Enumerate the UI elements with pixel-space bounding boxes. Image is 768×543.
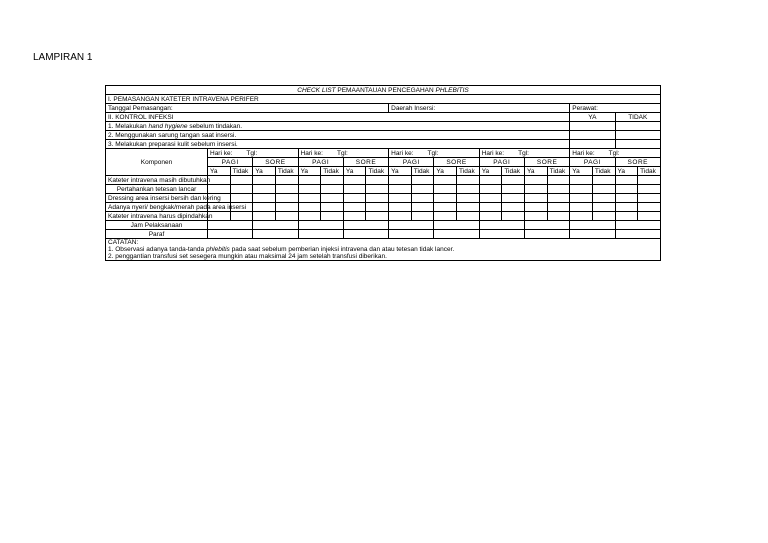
check-cell[interactable] xyxy=(208,185,231,194)
tidak-label: Tidak xyxy=(275,167,298,176)
day-5-pagi: PAGI xyxy=(570,158,615,167)
check-cell[interactable] xyxy=(366,185,389,194)
check-cell[interactable] xyxy=(253,185,276,194)
check-cell[interactable] xyxy=(366,212,389,221)
check-cell[interactable] xyxy=(321,185,344,194)
check-cell[interactable] xyxy=(592,194,615,203)
day-5-header xyxy=(570,149,661,158)
check-cell[interactable] xyxy=(615,185,638,194)
ya-label: Ya xyxy=(524,167,547,176)
check-cell[interactable] xyxy=(479,194,502,203)
check-cell[interactable] xyxy=(524,194,547,203)
day-3-header xyxy=(389,149,480,158)
check-cell[interactable] xyxy=(524,185,547,194)
check-cell[interactable] xyxy=(502,203,525,212)
day-5-sore: SORE xyxy=(615,158,660,167)
jam-cell[interactable] xyxy=(479,221,524,230)
tgl-label: Tgl: xyxy=(427,149,439,157)
paraf-cell[interactable] xyxy=(479,230,524,239)
komponen-label: Dressing area insersi bersih dan kering xyxy=(106,194,208,203)
check-cell[interactable] xyxy=(321,194,344,203)
section-pemasangan: I. PEMASANGAN KATETER INTRAVENA PERIFER xyxy=(106,95,661,104)
kontrol-item-1: 1. Melakukan hand hygiene sebelum tindakan. xyxy=(106,122,570,131)
check-cell[interactable] xyxy=(343,185,366,194)
check-cell[interactable] xyxy=(230,194,253,203)
check-cell[interactable] xyxy=(592,185,615,194)
jam-cell[interactable] xyxy=(524,221,569,230)
hari-ke-label: Hari ke: xyxy=(210,149,233,157)
day-1-pagi: PAGI xyxy=(208,158,253,167)
check-cell[interactable] xyxy=(434,176,457,185)
check-cell[interactable] xyxy=(230,212,253,221)
ya-label: Ya xyxy=(389,167,412,176)
check-cell[interactable] xyxy=(615,194,638,203)
jam-cell[interactable] xyxy=(343,221,388,230)
check-cell[interactable] xyxy=(321,176,344,185)
check-cell[interactable] xyxy=(457,185,480,194)
paraf-label: Paraf xyxy=(106,230,208,239)
check-cell[interactable] xyxy=(547,212,570,221)
check-cell[interactable] xyxy=(479,176,502,185)
kontrol-item-2-tidak[interactable] xyxy=(615,131,660,140)
tidak-label: Tidak xyxy=(547,167,570,176)
catatan-label: CATATAN: xyxy=(108,239,139,246)
jam-cell[interactable] xyxy=(389,221,434,230)
tidak-label: Tidak xyxy=(592,167,615,176)
perawat-label: Perawat: xyxy=(570,104,661,113)
paraf-cell[interactable] xyxy=(343,230,388,239)
day-1-sore: SORE xyxy=(253,158,298,167)
paraf-cell[interactable] xyxy=(298,230,343,239)
kontrol-item-3: 3. Melakukan preparasi kulit sebelum insersi. xyxy=(106,140,570,149)
check-cell[interactable] xyxy=(570,203,593,212)
check-cell[interactable] xyxy=(479,212,502,221)
check-cell[interactable] xyxy=(411,203,434,212)
check-cell[interactable] xyxy=(638,212,661,221)
daerah-insersi-label: Daerah Insersi: xyxy=(389,104,570,113)
paraf-cell[interactable] xyxy=(434,230,479,239)
ya-label: Ya xyxy=(208,167,231,176)
check-cell[interactable] xyxy=(592,212,615,221)
check-cell[interactable] xyxy=(230,176,253,185)
catatan-note-2: 2. penggantian transfusi set sesegera mungkin atau maksimal 24 jam setelah transfusi diberikan. xyxy=(108,253,387,260)
check-cell[interactable] xyxy=(547,176,570,185)
check-cell[interactable] xyxy=(547,185,570,194)
check-cell[interactable] xyxy=(547,203,570,212)
check-cell[interactable] xyxy=(570,212,593,221)
check-cell[interactable] xyxy=(343,212,366,221)
check-cell[interactable] xyxy=(275,185,298,194)
check-cell[interactable] xyxy=(253,203,276,212)
check-cell[interactable] xyxy=(570,194,593,203)
ya-header: YA xyxy=(570,113,615,122)
jam-cell[interactable] xyxy=(253,221,298,230)
check-cell[interactable] xyxy=(615,212,638,221)
paraf-cell[interactable] xyxy=(389,230,434,239)
tidak-label: Tidak xyxy=(502,167,525,176)
check-cell[interactable] xyxy=(434,194,457,203)
check-cell[interactable] xyxy=(434,212,457,221)
ya-label: Ya xyxy=(253,167,276,176)
check-cell[interactable] xyxy=(275,176,298,185)
check-cell[interactable] xyxy=(298,194,321,203)
check-cell[interactable] xyxy=(457,176,480,185)
komponen-row xyxy=(106,176,661,185)
tidak-label: Tidak xyxy=(366,167,389,176)
paraf-cell[interactable] xyxy=(524,230,569,239)
hari-ke-label: Hari ke: xyxy=(391,149,414,157)
day-4-pagi: PAGI xyxy=(479,158,524,167)
kontrol-item-3-tidak[interactable] xyxy=(615,140,660,149)
check-cell[interactable] xyxy=(592,176,615,185)
kontrol-item-2-ya[interactable] xyxy=(570,131,615,140)
tidak-label: Tidak xyxy=(638,167,661,176)
check-cell[interactable] xyxy=(638,176,661,185)
check-cell[interactable] xyxy=(502,176,525,185)
komponen-row xyxy=(106,212,661,221)
hari-ke-label: Hari ke: xyxy=(572,149,595,157)
tgl-label: Tgl: xyxy=(336,149,348,157)
kontrol-item-1-tidak[interactable] xyxy=(615,122,660,131)
check-cell[interactable] xyxy=(411,176,434,185)
tidak-label: Tidak xyxy=(230,167,253,176)
page-heading: LAMPIRAN 1 xyxy=(33,52,93,63)
check-cell[interactable] xyxy=(479,185,502,194)
check-cell[interactable] xyxy=(434,203,457,212)
tgl-label: Tgl: xyxy=(608,149,620,157)
jam-row xyxy=(106,221,661,230)
ya-label: Ya xyxy=(343,167,366,176)
check-cell[interactable] xyxy=(230,185,253,194)
day-4-header xyxy=(479,149,570,158)
check-cell[interactable] xyxy=(253,176,276,185)
check-cell[interactable] xyxy=(321,212,344,221)
paraf-cell[interactable] xyxy=(208,230,253,239)
checklist-title: CHECK LIST PEMAANTAUAN PENCEGAHAN PHLEBITIS xyxy=(106,86,661,95)
check-cell[interactable] xyxy=(638,203,661,212)
check-cell[interactable] xyxy=(389,212,412,221)
check-cell[interactable] xyxy=(638,185,661,194)
jam-cell[interactable] xyxy=(208,221,253,230)
check-cell[interactable] xyxy=(389,176,412,185)
ya-label: Ya xyxy=(434,167,457,176)
jam-cell[interactable] xyxy=(434,221,479,230)
check-cell[interactable] xyxy=(343,176,366,185)
day-4-sore: SORE xyxy=(524,158,569,167)
day-3-sore: SORE xyxy=(434,158,479,167)
komponen-row xyxy=(106,185,661,194)
section-kontrol-infeksi: II. KONTROL INFEKSI xyxy=(106,113,570,122)
day-2-sore: SORE xyxy=(343,158,388,167)
ya-label: Ya xyxy=(479,167,502,176)
paraf-cell[interactable] xyxy=(253,230,298,239)
check-cell[interactable] xyxy=(524,212,547,221)
check-cell[interactable] xyxy=(275,203,298,212)
check-cell[interactable] xyxy=(389,203,412,212)
check-cell[interactable] xyxy=(366,203,389,212)
check-cell[interactable] xyxy=(479,203,502,212)
day-2-header xyxy=(298,149,389,158)
jam-cell[interactable] xyxy=(615,221,660,230)
check-cell[interactable] xyxy=(411,194,434,203)
check-cell[interactable] xyxy=(321,203,344,212)
tanggal-pemasangan-label: Tanggal Pemasangan: xyxy=(106,104,389,113)
check-cell[interactable] xyxy=(502,185,525,194)
check-cell[interactable] xyxy=(298,212,321,221)
check-cell[interactable] xyxy=(457,194,480,203)
komponen-header: Komponen xyxy=(106,149,208,176)
komponen-label: Adanya nyeri/ bengkak/merah pada area insersi xyxy=(106,203,208,212)
jam-cell[interactable] xyxy=(298,221,343,230)
check-cell[interactable] xyxy=(615,203,638,212)
check-cell[interactable] xyxy=(638,194,661,203)
check-cell[interactable] xyxy=(411,185,434,194)
catatan-note-1: 1. Observasi adanya tanda-tanda phlebitis pada saat sebelum pemberian injeksi intravena dan atau tetesan tidak lancer. xyxy=(108,246,455,253)
jam-cell[interactable] xyxy=(570,221,615,230)
check-cell[interactable] xyxy=(570,176,593,185)
check-cell[interactable] xyxy=(502,212,525,221)
tgl-label: Tgl: xyxy=(246,149,258,157)
check-cell[interactable] xyxy=(615,176,638,185)
tgl-label: Tgl: xyxy=(518,149,529,157)
ya-label: Ya xyxy=(298,167,321,176)
check-cell[interactable] xyxy=(411,212,434,221)
paraf-cell[interactable] xyxy=(570,230,615,239)
tidak-header: TIDAK xyxy=(615,113,660,122)
check-cell[interactable] xyxy=(343,203,366,212)
tidak-label: Tidak xyxy=(411,167,434,176)
checklist-table xyxy=(105,85,661,261)
komponen-label: Pertahankan tetesan lancar xyxy=(106,185,208,194)
komponen-label: Kateter intravena harus dipindahkan xyxy=(106,212,208,221)
ya-label: Ya xyxy=(570,167,593,176)
paraf-row xyxy=(106,230,661,239)
check-cell[interactable] xyxy=(389,194,412,203)
check-cell[interactable] xyxy=(524,176,547,185)
check-cell[interactable] xyxy=(570,185,593,194)
day-3-pagi: PAGI xyxy=(389,158,434,167)
check-cell[interactable] xyxy=(253,212,276,221)
tidak-label: Tidak xyxy=(321,167,344,176)
kontrol-item-1-ya[interactable] xyxy=(570,122,615,131)
check-cell[interactable] xyxy=(389,185,412,194)
check-cell[interactable] xyxy=(592,203,615,212)
jam-label: Jam Pelaksanaan xyxy=(106,221,208,230)
check-cell[interactable] xyxy=(343,194,366,203)
check-cell[interactable] xyxy=(366,176,389,185)
check-cell[interactable] xyxy=(298,176,321,185)
catatan-section xyxy=(106,239,661,261)
check-cell[interactable] xyxy=(457,203,480,212)
paraf-cell[interactable] xyxy=(615,230,660,239)
komponen-row xyxy=(106,203,661,212)
komponen-label: Kateter intravena masih dibutuhkan xyxy=(106,176,208,185)
check-cell[interactable] xyxy=(457,212,480,221)
check-cell[interactable] xyxy=(275,212,298,221)
check-cell[interactable] xyxy=(298,185,321,194)
check-cell[interactable] xyxy=(434,185,457,194)
komponen-row xyxy=(106,194,661,203)
check-cell[interactable] xyxy=(208,176,231,185)
hari-ke-label: Hari ke: xyxy=(300,149,323,157)
check-cell[interactable] xyxy=(524,203,547,212)
kontrol-item-3-ya[interactable] xyxy=(570,140,615,149)
check-cell[interactable] xyxy=(366,194,389,203)
kontrol-item-2: 2. Menggunakan sarung tangan saat insersi. xyxy=(106,131,570,140)
ya-label: Ya xyxy=(615,167,638,176)
day-2-pagi: PAGI xyxy=(298,158,343,167)
check-cell[interactable] xyxy=(275,194,298,203)
check-cell[interactable] xyxy=(253,194,276,203)
tidak-label: Tidak xyxy=(457,167,480,176)
hari-ke-label: Hari ke: xyxy=(481,149,505,157)
check-cell[interactable] xyxy=(298,203,321,212)
check-cell[interactable] xyxy=(502,194,525,203)
day-1-header xyxy=(208,149,299,158)
check-cell[interactable] xyxy=(547,194,570,203)
